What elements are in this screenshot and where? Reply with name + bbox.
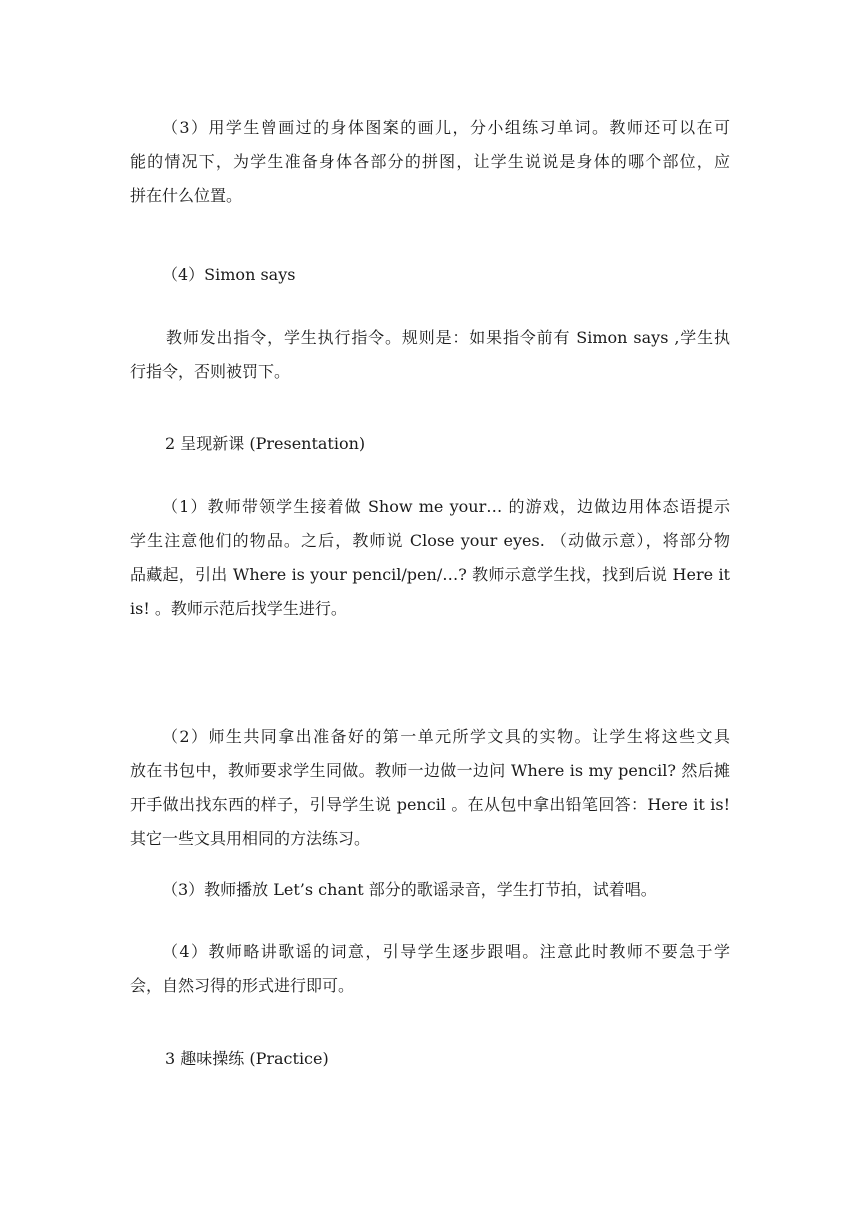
text-line: （3）用学生曾画过的身体图案的画儿，分小组练习单词。教师还可以在可 [162, 118, 730, 137]
text-line: 会，自然习得的形式进行即可。 [130, 976, 355, 995]
text-line: 开手做出找东西的样子，引导学生说 pencil 。在从包中拿出铅笔回答：Here it is! [130, 795, 730, 814]
section-heading-presentation: 2 呈现新课 (Presentation) [165, 434, 366, 453]
section-heading-practice: 3 趣味操练 (Practice) [165, 1049, 329, 1068]
text-line: 放在书包中，教师要求学生同做。教师一边做一边问 Where is my pencil? 然后摊 [130, 761, 730, 780]
text-line: （1）教师带领学生接着做 Show me your… 的游戏，边做边用体态语提示 [162, 497, 730, 516]
paragraph-chant-meaning [130, 935, 730, 1003]
text-line: 品藏起，引出 Where is your pencil/pen/…? 教师示意学生找，找到后说 Here it [130, 565, 730, 584]
paragraph-lets-chant [130, 873, 730, 907]
text-line: （4）教师略讲歌谣的词意，引导学生逐步跟唱。注意此时教师不要急于学 [162, 942, 730, 961]
paragraph-stationery [130, 720, 730, 856]
text-line: 拼在什么位置。 [130, 186, 243, 205]
text-line: （2）师生共同拿出准备好的第一单元所学文具的实物。让学生将这些文具 [162, 727, 730, 746]
text-line: 其它一些文具用相同的方法练习。 [130, 829, 371, 848]
text-line: （3）教师播放 Let’s chant 部分的歌谣录音，学生打节拍，试着唱。 [162, 880, 657, 899]
text-line: （4）Simon says [162, 265, 296, 284]
text-line: 行指令，否则被罚下。 [130, 362, 291, 381]
text-line: 教师发出指令，学生执行指令。规则是：如果指令前有 Simon says ,学生执 [166, 328, 730, 347]
paragraph-body-puzzle [130, 111, 730, 213]
text-line: is! 。教师示范后找学生进行。 [130, 599, 347, 618]
paragraph-show-me-your [130, 490, 730, 626]
text-line: 学生注意他们的物品。之后，教师说 Close your eyes. （动做示意），将部分物 [130, 531, 730, 550]
paragraph-simon-says-rules [130, 321, 730, 389]
text-line: 能的情况下，为学生准备身体各部分的拼图，让学生说说是身体的哪个部位，应 [130, 152, 730, 171]
paragraph-simon-says-title [130, 258, 730, 292]
